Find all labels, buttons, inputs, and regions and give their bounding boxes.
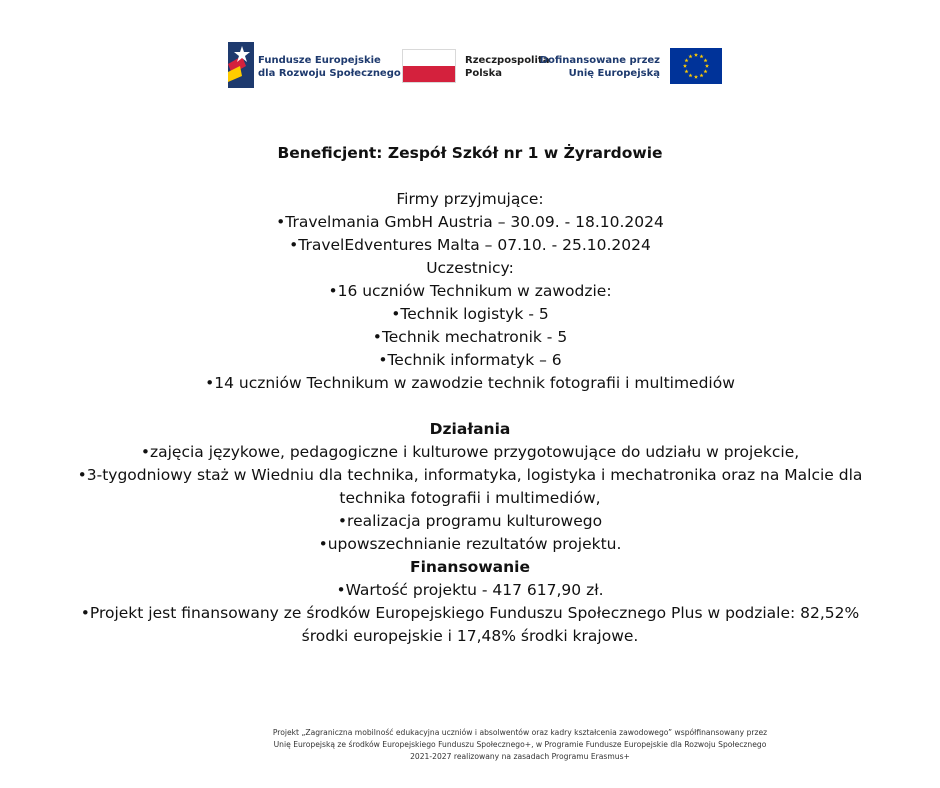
fe-line2: dla Rozwoju Społecznego (258, 68, 401, 79)
rp-line1: Rzeczpospolita (465, 55, 550, 66)
rp-line2: Polska (465, 68, 502, 79)
rzeczpospolita-polska-logo (402, 42, 550, 86)
funding-item: •Projekt jest finansowany ze środków Europejskiego Funduszu Społecznego Plus w podziale: 82,52% (80, 604, 860, 622)
participant-item: •Technik logistyk - 5 (391, 305, 549, 323)
participant-item: •16 uczniów Technikum w zawodzie: (328, 282, 612, 300)
funding-item: •Wartość projektu - 417 617,90 zł. (336, 581, 604, 599)
beneficiary-heading: Beneficjent: Zespół Szkół nr 1 w Żyrardowie (277, 144, 663, 162)
spacer (40, 165, 900, 188)
firm-item: •TravelEdventures Malta – 07.10. - 25.10.2024 (289, 236, 651, 254)
participant-item: •Technik informatyk – 6 (378, 351, 562, 369)
rp-logo-text (465, 54, 549, 80)
polish-flag-icon (402, 49, 456, 83)
actions-heading: Działania (429, 420, 511, 438)
main-content (40, 142, 900, 648)
project-footer (190, 727, 850, 763)
firms-heading: Firmy przyjmujące: (396, 190, 544, 208)
participant-item: •14 uczniów Technikum w zawodzie technik fotografii i multimediów (205, 374, 735, 392)
fe-logo-text (258, 54, 401, 80)
eu-logo-text (540, 54, 660, 80)
spacer (40, 395, 900, 418)
logo-bar (226, 40, 724, 92)
action-item: •realizacja programu kulturowego (337, 512, 603, 530)
fe-line1: Fundusze Europejskie (258, 55, 381, 66)
action-item: technika fotografii i multimediów, (339, 489, 601, 507)
footer-line3: 2021-2027 realizowany na zasadach Programu Erasmus+ (410, 752, 630, 761)
action-item: •upowszechnianie rezultatów projektu. (318, 535, 622, 553)
firm-item: •Travelmania GmbH Austria – 30.09. - 18.10.2024 (276, 213, 664, 231)
footer-line2: Unię Europejską ze środków Europejskiego Funduszu Społecznego+, w Programie Fundusze Europejskie dla Rozwoju Społecznego (273, 740, 767, 749)
fundusze-europejskie-logo (226, 42, 401, 88)
eu-line2: Unię Europejską (568, 68, 660, 79)
participants-heading: Uczestnicy: (426, 259, 514, 277)
fe-flag-icon (228, 42, 256, 88)
eu-cofinancing-logo (539, 42, 724, 86)
participant-item: •Technik mechatronik - 5 (372, 328, 568, 346)
eu-flag-icon (670, 48, 722, 84)
action-item: •3-tygodniowy staż w Wiedniu dla technika, informatyka, logistyka i mechatronika oraz na Malcie dla (77, 466, 863, 484)
eu-line1: Dofinansowane przez (539, 55, 660, 66)
action-item: •zajęcia językowe, pedagogiczne i kulturowe przygotowujące do udziału w projekcie, (140, 443, 800, 461)
funding-item: środki europejskie i 17,48% środki krajowe. (301, 627, 639, 645)
footer-line1: Projekt „Zagraniczna mobilność edukacyjna uczniów i absolwentów oraz kadry kształcenia zawodowego” współfinansowany przez (272, 728, 768, 737)
funding-heading: Finansowanie (410, 558, 530, 576)
